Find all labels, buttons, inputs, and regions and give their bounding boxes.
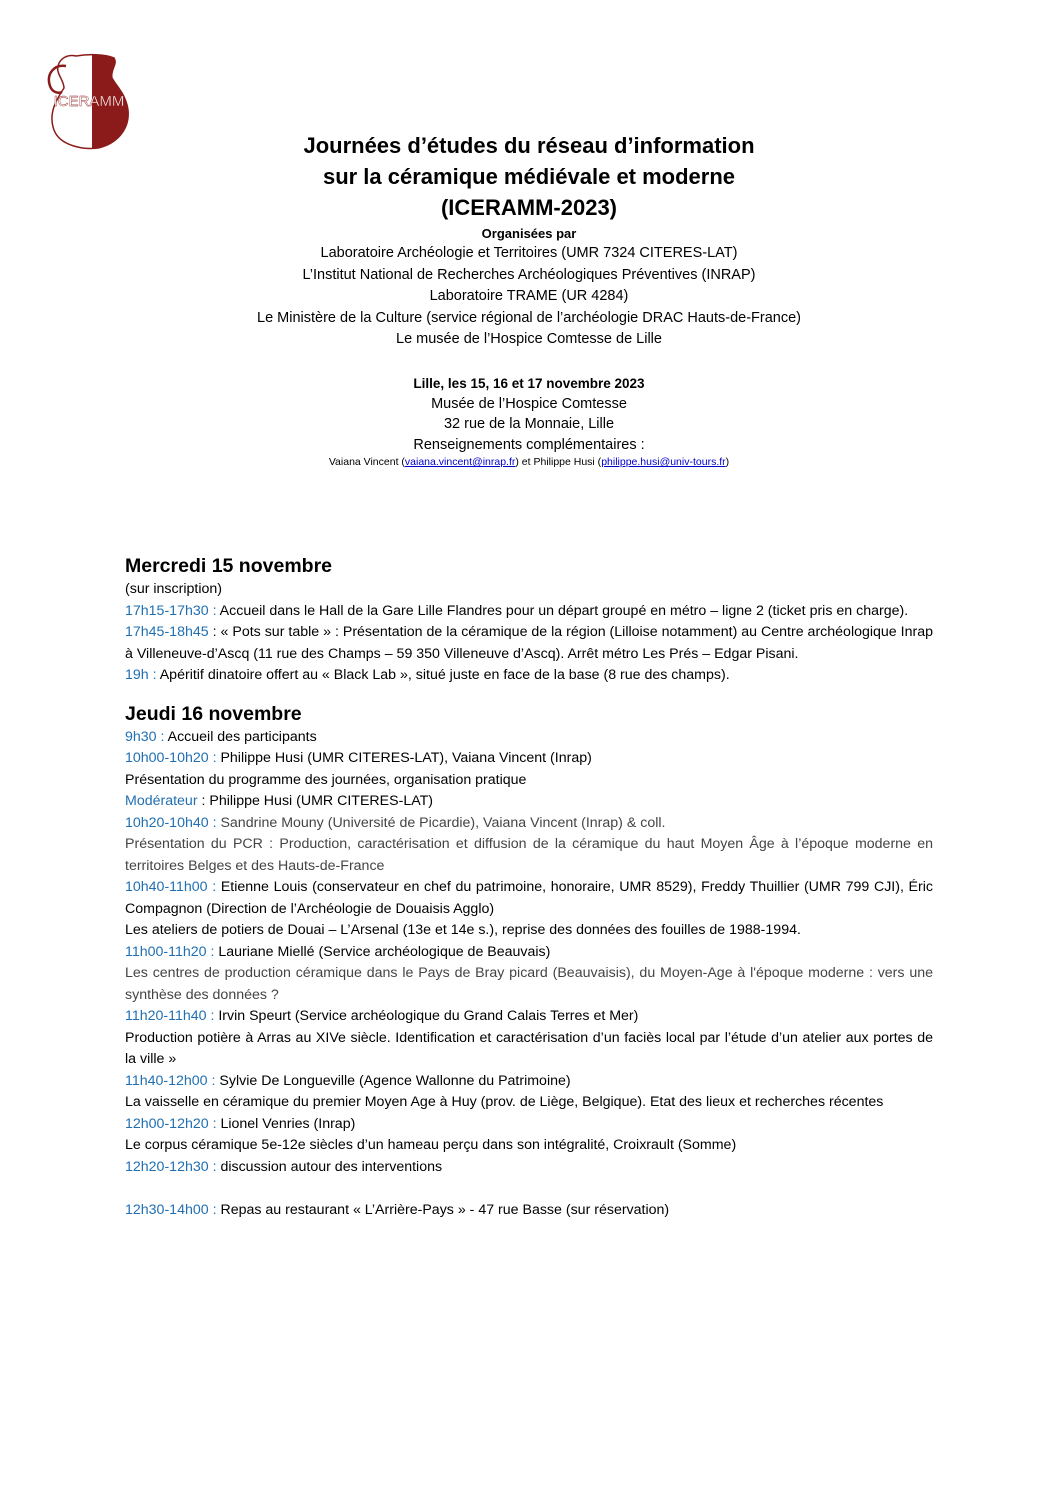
session-time: 11h00-11h20 :: [125, 943, 215, 960]
session-time: 17h15-17h30 :: [125, 602, 217, 619]
contact-separator: ) et Philippe Husi (: [515, 456, 602, 468]
session-text: Irvin Speurt (Service archéologique du Grand Calais Terres et Mer): [214, 1008, 639, 1024]
contact-line: [0, 455, 1058, 469]
moderator-line: [125, 791, 933, 813]
session-item: [125, 665, 933, 687]
session-item: [125, 748, 933, 770]
session-text: Philippe Husi (UMR CITERES-LAT), Vaiana Vincent (Inrap): [216, 750, 592, 766]
session-text: : « Pots sur table » : Présentation de la céramique de la région (Lilloise notamment) au Centre archéologique Inrap à Villeneuve-d’Ascq (11 rue des Champs – 59 350 Villeneuve d’Ascq). Arrêt métro Les Prés – Edgar Pisani.: [125, 624, 933, 662]
session-time: 12h30-14h00 :: [125, 1202, 217, 1218]
organiser-item: Le musée de l’Hospice Comtesse de Lille: [396, 331, 662, 347]
event-date: Lille, les 15, 16 et 17 novembre 2023: [413, 375, 645, 391]
session-item: [125, 1200, 933, 1222]
session-description: La vaisselle en céramique du premier Moyen Age à Huy (prov. de Liège, Belgique). Etat des lieux et recherches récentes: [125, 1094, 884, 1110]
contact-end: ): [725, 456, 730, 468]
session-description: Les centres de production céramique dans le Pays de Bray picard (Beauvaisis), du Moyen-Age à l'époque moderne : vers une synthèse des données ?: [125, 965, 933, 1003]
info-label: Renseignements complémentaires :: [413, 436, 645, 453]
programme: [125, 553, 933, 1222]
title-line-3: (ICERAMM-2023): [440, 195, 618, 220]
session-text: Sandrine Mouny (Université de Picardie), Vaiana Vincent (Inrap) & coll.: [216, 814, 666, 831]
session-description: Production potière à Arras au XIVe siècle. Identification et caractérisation d’un faciès local par l’étude d’un atelier aux portes de la ville »: [125, 1029, 933, 1067]
organisers-heading: Organisées par: [481, 226, 577, 241]
session-time: 11h20-11h40 :: [125, 1008, 215, 1024]
session-description: Présentation du PCR : Production, caractérisation et diffusion de la céramique du haut Moyen Âge à l’époque moderne en territoires Belges et des Hauts-de-France: [125, 836, 933, 874]
day-heading-thursday: Jeudi 16 novembre: [125, 702, 302, 725]
session-time: 10h00-10h20 :: [125, 750, 217, 766]
session-time: 17h45-18h45: [125, 624, 209, 640]
session-text: Apéritif dinatoire offert au « Black Lab », situé juste en face de la base (8 rue des champs).: [156, 667, 730, 683]
moderator-label: Modérateur: [125, 793, 198, 809]
venue-place: Musée de l’Hospice Comtesse: [431, 395, 627, 412]
session-text: Lauriane Miellé (Service archéologique de Beauvais): [214, 943, 551, 960]
session-description: Le corpus céramique 5e-12e siècles d’un hameau perçu dans son intégralité, Croixrault (Somme): [125, 1137, 737, 1153]
contact-1-name: Vaiana Vincent (: [328, 456, 405, 468]
session-text: Accueil des participants: [164, 728, 317, 745]
session-description: Présentation du programme des journées, organisation pratique: [125, 771, 527, 788]
session-item: [125, 942, 933, 964]
session-time: 19h :: [125, 667, 157, 683]
moderator-text: : Philippe Husi (UMR CITERES-LAT): [197, 793, 434, 809]
email-link-vincent[interactable]: vaiana.vincent@inrap.fr: [404, 456, 516, 468]
session-text: Etienne Louis (conservateur en chef du patrimoine, honoraire, UMR 8529), Freddy Thuillier (UMR 799 CJI), Éric Compagnon (Direction de l’Archéologie de Douaisis Agglo): [125, 879, 933, 917]
email-link-husi[interactable]: philippe.husi@univ-tours.fr: [601, 456, 726, 468]
session-text: Sylvie De Longueville (Agence Wallonne du Patrimoine): [215, 1072, 571, 1089]
day-heading-wednesday: Mercredi 15 novembre: [125, 555, 333, 577]
session-time: 9h30 :: [125, 728, 165, 745]
session-text: Lionel Venries (Inrap): [216, 1115, 356, 1132]
session-item: [125, 1157, 933, 1179]
session-description: Les ateliers de potiers de Douai – L’Arsenal (13e et 14e s.), reprise des données des fouilles de 1988-1994.: [125, 922, 801, 938]
session-time: 11h40-12h00 :: [125, 1072, 216, 1089]
session-item: [125, 1006, 933, 1028]
logo-text: ICERAMM: [53, 93, 125, 110]
session-item: [125, 622, 933, 665]
wednesday-note: (sur inscription): [125, 581, 222, 597]
venue-address: 32 rue de la Monnaie, Lille: [443, 416, 615, 432]
title-line-1: Journées d’études du réseau d’information: [303, 133, 755, 158]
session-time: 12h20-12h30 :: [125, 1158, 217, 1175]
session-time: 10h20-10h40 :: [125, 814, 217, 831]
session-text: Accueil dans le Hall de la Gare Lille Flandres pour un départ groupé en métro – ligne 2 (ticket pris en charge).: [216, 602, 909, 619]
organiser-item: L’Institut National de Recherches Archéologiques Préventives (INRAP): [302, 266, 756, 283]
session-item: [125, 601, 933, 623]
session-text: Repas au restaurant « L’Arrière-Pays » - 47 rue Basse (sur réservation): [216, 1202, 670, 1218]
session-item: [125, 1071, 933, 1093]
session-item: [125, 813, 933, 835]
organiser-item: Le Ministère de la Culture (service régional de l’archéologie DRAC Hauts-de-France): [257, 309, 801, 326]
header: [0, 130, 1058, 469]
session-item: [125, 1114, 933, 1136]
session-item: [125, 727, 933, 749]
organiser-item: Laboratoire TRAME (UR 4284): [429, 288, 629, 304]
session-time: 10h40-11h00 :: [125, 879, 217, 895]
session-item: [125, 877, 933, 920]
session-time: 12h00-12h20 :: [125, 1115, 217, 1132]
session-text: discussion autour des interventions: [216, 1158, 443, 1175]
organiser-item: Laboratoire Archéologie et Territoires (UMR 7324 CITERES-LAT): [320, 245, 738, 261]
title-line-2: sur la céramique médiévale et moderne: [322, 164, 736, 189]
